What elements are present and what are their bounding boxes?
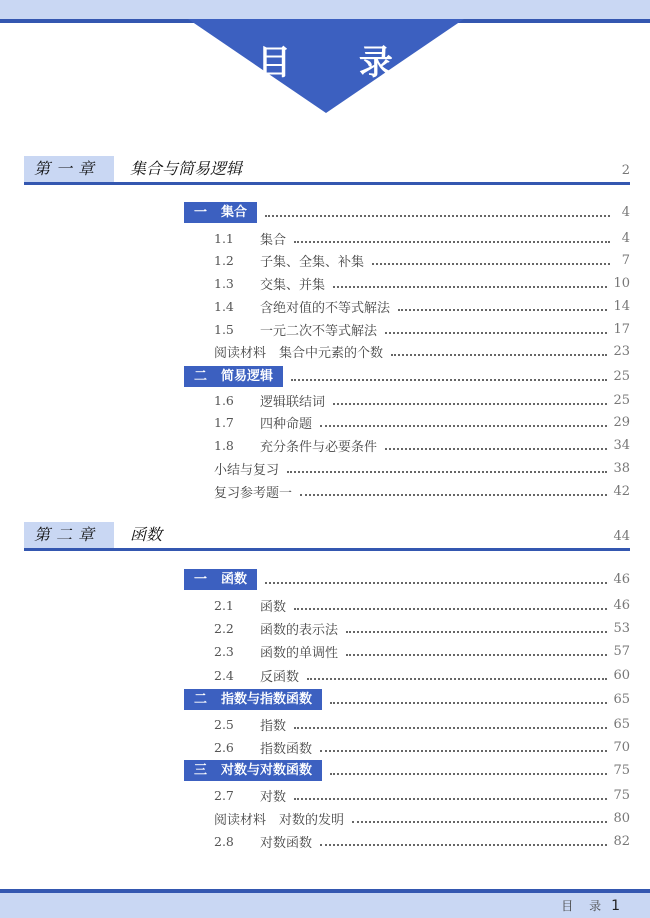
- page-number: 1: [611, 898, 620, 914]
- section-badge: [184, 202, 257, 223]
- chapter-rule: [24, 182, 630, 185]
- entry-title: 四种命题: [260, 416, 313, 432]
- toc-entry[interactable]: [184, 807, 630, 829]
- dot-leader: [300, 493, 607, 496]
- entry-number: 1.7: [214, 414, 234, 430]
- page-title: 目 录: [257, 43, 421, 83]
- toc-section[interactable]: [184, 365, 630, 387]
- section-badge: [184, 760, 322, 781]
- entry-number: 2.2: [214, 620, 234, 636]
- entry-title: 集合: [260, 232, 287, 248]
- entry-title: 反函数: [260, 669, 300, 685]
- entry-title: 一元二次不等式解法: [260, 323, 378, 339]
- dot-leader: [320, 749, 607, 752]
- entry-number: 2.5: [214, 716, 234, 732]
- entry-title: 对数函数: [260, 835, 313, 851]
- toc-entry[interactable]: [184, 318, 630, 340]
- section-title: 集合: [221, 204, 248, 220]
- entry-page: 46: [613, 571, 630, 587]
- entry-page: 34: [613, 437, 630, 453]
- toc-entry[interactable]: [184, 594, 630, 616]
- entry-title: 逻辑联结词: [260, 394, 326, 410]
- entry-page: 65: [613, 716, 630, 732]
- section-title: 指数与指数函数: [221, 691, 313, 707]
- toc-entry[interactable]: [184, 272, 630, 294]
- toc-entry[interactable]: [184, 434, 630, 456]
- toc-entry[interactable]: [184, 411, 630, 433]
- section-ordinal: 三: [194, 762, 208, 778]
- entry-title: 交集、并集: [260, 277, 326, 293]
- toc-section[interactable]: [184, 568, 630, 590]
- entry-page: 4: [621, 230, 630, 246]
- dot-leader: [294, 726, 607, 729]
- dot-leader: [265, 581, 607, 584]
- entry-page: 7: [621, 252, 630, 268]
- dot-leader: [372, 262, 610, 265]
- dot-leader: [320, 424, 607, 427]
- section-badge: [184, 689, 322, 710]
- dot-leader: [294, 797, 607, 800]
- entry-page: 17: [613, 321, 630, 337]
- chapter-title: 集合与简易逻辑: [130, 159, 243, 178]
- footer-label: 目 录: [561, 899, 608, 913]
- section-ordinal: 二: [194, 691, 208, 707]
- dot-leader: [265, 214, 610, 217]
- dot-leader: [391, 353, 607, 356]
- entry-number: 2.7: [214, 787, 234, 803]
- entry-page: 42: [613, 483, 630, 499]
- entry-page: 75: [613, 762, 630, 778]
- entry-title: 子集、全集、补集: [260, 254, 365, 270]
- entry-title: 指数: [260, 718, 287, 734]
- entry-number: 2.3: [214, 643, 234, 659]
- entry-page: 57: [613, 643, 630, 659]
- chapter-tag: 第一章: [24, 156, 114, 182]
- chapter-heading[interactable]: [24, 522, 630, 552]
- section-ordinal: 一: [194, 571, 208, 587]
- entry-number: 1.6: [214, 392, 234, 408]
- footer: [561, 897, 620, 914]
- entry-page: 25: [613, 392, 630, 408]
- dot-leader: [291, 378, 607, 381]
- chapter-page: 44: [613, 529, 630, 544]
- section-title: 简易逻辑: [221, 368, 274, 384]
- dot-leader: [307, 677, 607, 680]
- entry-title: 指数函数: [260, 741, 313, 757]
- entry-page: 10: [613, 275, 630, 291]
- chapter-title: 函数: [130, 525, 163, 544]
- entry-page: 80: [613, 810, 630, 826]
- entry-page: 75: [613, 787, 630, 803]
- toc-section[interactable]: [184, 201, 630, 223]
- dot-leader: [398, 308, 607, 311]
- toc-entry[interactable]: [184, 736, 630, 758]
- entry-number: 2.8: [214, 833, 234, 849]
- section-badge: [184, 366, 283, 387]
- toc-entry[interactable]: [184, 664, 630, 686]
- entry-title: 对数: [260, 789, 287, 805]
- chapter-heading[interactable]: [24, 156, 630, 186]
- dot-leader: [385, 331, 607, 334]
- entry-page: 29: [613, 414, 630, 430]
- dot-leader: [385, 447, 607, 450]
- entry-title: 充分条件与必要条件: [260, 439, 378, 455]
- entry-title: 复习参考题一: [214, 485, 293, 501]
- entry-page: 25: [613, 368, 630, 384]
- entry-number: 1.1: [214, 230, 234, 246]
- entry-title: 函数的表示法: [260, 622, 339, 638]
- entry-number: 1.3: [214, 275, 234, 291]
- entry-number: 1.2: [214, 252, 234, 268]
- entry-title: 阅读材料 对数的发明: [214, 812, 345, 828]
- toc-entry[interactable]: [184, 389, 630, 411]
- chapter-page: 2: [621, 163, 630, 178]
- chapter-rule: [24, 548, 630, 551]
- dot-leader: [333, 285, 607, 288]
- dot-leader: [320, 843, 607, 846]
- dot-leader: [330, 772, 607, 775]
- entry-number: 2.4: [214, 667, 234, 683]
- dot-leader: [333, 402, 607, 405]
- entry-number: 1.5: [214, 321, 234, 337]
- section-ordinal: 二: [194, 368, 208, 384]
- section-title: 对数与对数函数: [221, 762, 313, 778]
- chapter-tag: 第二章: [24, 522, 114, 548]
- dot-leader: [330, 701, 607, 704]
- toc-entry[interactable]: [184, 340, 630, 362]
- toc-entry[interactable]: [184, 784, 630, 806]
- toc-entry[interactable]: [184, 227, 630, 249]
- entry-page: 70: [613, 739, 630, 755]
- dot-leader: [294, 607, 607, 610]
- toc-entry[interactable]: [184, 457, 630, 479]
- entry-page: 14: [613, 298, 630, 314]
- toc-entry[interactable]: [184, 640, 630, 662]
- toc-section[interactable]: [184, 759, 630, 781]
- entry-page: 65: [613, 691, 630, 707]
- section-title: 函数: [221, 571, 248, 587]
- toc-entry[interactable]: [184, 617, 630, 639]
- entry-title: 函数: [260, 599, 287, 615]
- toc-entry[interactable]: [184, 295, 630, 317]
- toc-entry[interactable]: [184, 713, 630, 735]
- entry-page: 38: [613, 460, 630, 476]
- entry-page: 23: [613, 343, 630, 359]
- entry-number: 2.6: [214, 739, 234, 755]
- entry-title: 阅读材料 集合中元素的个数: [214, 345, 384, 361]
- toc-entry[interactable]: [184, 830, 630, 852]
- entry-number: 1.8: [214, 437, 234, 453]
- dot-leader: [287, 470, 607, 473]
- section-badge: [184, 569, 257, 590]
- dot-leader: [352, 820, 607, 823]
- entry-page: 4: [621, 204, 630, 220]
- section-ordinal: 一: [194, 204, 208, 220]
- entry-page: 46: [613, 597, 630, 613]
- entry-page: 53: [613, 620, 630, 636]
- dot-leader: [346, 653, 607, 656]
- entry-title: 含绝对值的不等式解法: [260, 300, 391, 316]
- toc-entry[interactable]: [184, 249, 630, 271]
- entry-number: 1.4: [214, 298, 234, 314]
- footer-band: [0, 893, 650, 918]
- entry-number: 2.1: [214, 597, 234, 613]
- entry-page: 82: [613, 833, 630, 849]
- entry-title: 函数的单调性: [260, 645, 339, 661]
- toc-section[interactable]: [184, 688, 630, 710]
- dot-leader: [294, 240, 610, 243]
- entry-page: 60: [613, 667, 630, 683]
- entry-title: 小结与复习: [214, 462, 280, 478]
- dot-leader: [346, 630, 607, 633]
- toc-entry[interactable]: [184, 480, 630, 502]
